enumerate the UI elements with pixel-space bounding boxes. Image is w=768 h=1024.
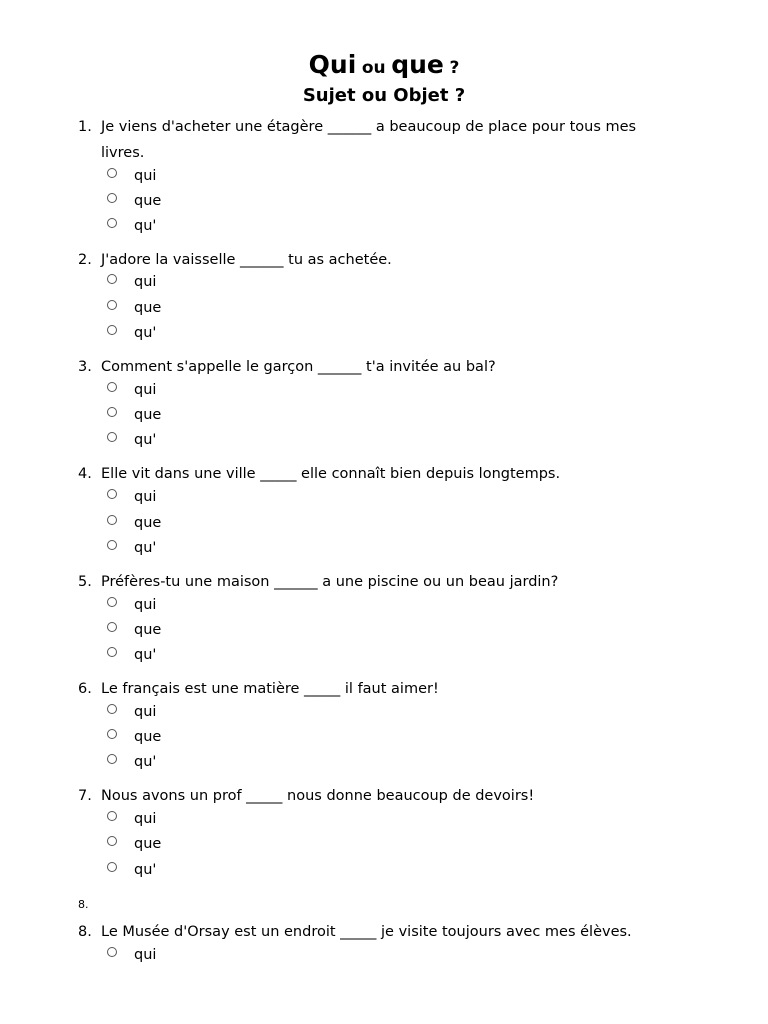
worksheet-title (0, 52, 768, 77)
question-3 (78, 354, 698, 380)
option-qu[interactable] (107, 860, 156, 880)
radio-button[interactable] (107, 432, 117, 442)
option-label: qu' (134, 325, 157, 341)
option-label: que (134, 729, 162, 745)
option-qui[interactable] (107, 595, 156, 615)
radio-button[interactable] (107, 193, 117, 203)
question-text: Le Musée d'Orsay est un endroit _____ je visite toujours avec mes élèves. (101, 924, 632, 940)
question-number: 8. (78, 924, 92, 940)
option-qu[interactable] (107, 216, 156, 236)
option-que[interactable] (107, 298, 161, 318)
option-label: qui (134, 382, 157, 398)
option-qui[interactable] (107, 809, 156, 829)
radio-button[interactable] (107, 862, 117, 872)
question-1 (78, 114, 698, 166)
question-number: 2. (78, 252, 92, 268)
option-qu[interactable] (107, 538, 156, 558)
option-que[interactable] (107, 620, 161, 640)
option-label: que (134, 622, 162, 638)
radio-button[interactable] (107, 811, 117, 821)
option-qu[interactable] (107, 645, 156, 665)
question-text: Elle vit dans une ville _____ elle connaît bien depuis longtemps. (101, 466, 561, 482)
option-label: qu' (134, 218, 157, 234)
option-qui[interactable] (107, 945, 156, 965)
question-2 (78, 247, 698, 273)
title-question-mark: ? (449, 58, 460, 78)
option-que[interactable] (107, 191, 161, 211)
option-que[interactable] (107, 834, 161, 854)
option-que[interactable] (107, 405, 161, 425)
option-label: qui (134, 704, 157, 720)
option-label: que (134, 836, 162, 852)
option-qu[interactable] (107, 323, 156, 343)
option-que[interactable] (107, 513, 161, 533)
option-label: qui (134, 489, 157, 505)
option-label: que (134, 407, 162, 423)
option-label: que (134, 193, 162, 209)
question-number: 6. (78, 681, 92, 697)
radio-button[interactable] (107, 597, 117, 607)
question-text-continuation: livres. (101, 145, 145, 161)
radio-button[interactable] (107, 168, 117, 178)
worksheet-subtitle: Sujet ou Objet ? (302, 85, 466, 106)
question-number: 4. (78, 466, 92, 482)
question-text: Comment s'appelle le garçon ______ t'a invitée au bal? (101, 359, 496, 375)
question-text: Le français est une matière _____ il faut aimer! (101, 681, 439, 697)
question-number: 1. (78, 119, 92, 135)
option-label: qui (134, 811, 157, 827)
option-qui[interactable] (107, 487, 156, 507)
radio-button[interactable] (107, 622, 117, 632)
option-label: qu' (134, 432, 157, 448)
radio-button[interactable] (107, 325, 117, 335)
option-label: qui (134, 597, 157, 613)
question-text: Je viens d'acheter une étagère ______ a beaucoup de place pour tous mes (101, 119, 637, 135)
option-label: qu' (134, 540, 157, 556)
radio-button[interactable] (107, 729, 117, 739)
option-label: qu' (134, 754, 157, 770)
radio-button[interactable] (107, 407, 117, 417)
option-qu[interactable] (107, 752, 156, 772)
radio-button[interactable] (107, 274, 117, 284)
option-qui[interactable] (107, 166, 156, 186)
option-qu[interactable] (107, 430, 156, 450)
question-text: Préfères-tu une maison ______ a une piscine ou un beau jardin? (101, 574, 559, 590)
question-8 (78, 919, 698, 945)
question-5 (78, 569, 698, 595)
title-word-ou: ou (361, 58, 386, 78)
radio-button[interactable] (107, 515, 117, 525)
stray-list-number: 8. (78, 898, 89, 911)
radio-button[interactable] (107, 947, 117, 957)
question-number: 7. (78, 788, 92, 804)
question-7 (78, 783, 698, 809)
question-text: Nous avons un prof _____ nous donne beaucoup de devoirs! (101, 788, 535, 804)
question-number: 3. (78, 359, 92, 375)
radio-button[interactable] (107, 218, 117, 228)
radio-button[interactable] (107, 704, 117, 714)
option-label: qu' (134, 647, 157, 663)
radio-button[interactable] (107, 382, 117, 392)
option-label: qui (134, 168, 157, 184)
option-label: qui (134, 947, 157, 963)
radio-button[interactable] (107, 489, 117, 499)
radio-button[interactable] (107, 647, 117, 657)
question-6 (78, 676, 698, 702)
title-word-qui: Qui (308, 50, 357, 79)
option-qui[interactable] (107, 380, 156, 400)
option-que[interactable] (107, 727, 161, 747)
option-qui[interactable] (107, 702, 156, 722)
radio-button[interactable] (107, 836, 117, 846)
question-number: 5. (78, 574, 92, 590)
radio-button[interactable] (107, 754, 117, 764)
option-label: que (134, 300, 162, 316)
radio-button[interactable] (107, 300, 117, 310)
option-label: qu' (134, 862, 157, 878)
radio-button[interactable] (107, 540, 117, 550)
title-word-que: que (391, 50, 444, 79)
option-qui[interactable] (107, 272, 156, 292)
option-label: que (134, 515, 162, 531)
question-4 (78, 461, 698, 487)
option-label: qui (134, 274, 157, 290)
question-text: J'adore la vaisselle ______ tu as achetée. (101, 252, 392, 268)
